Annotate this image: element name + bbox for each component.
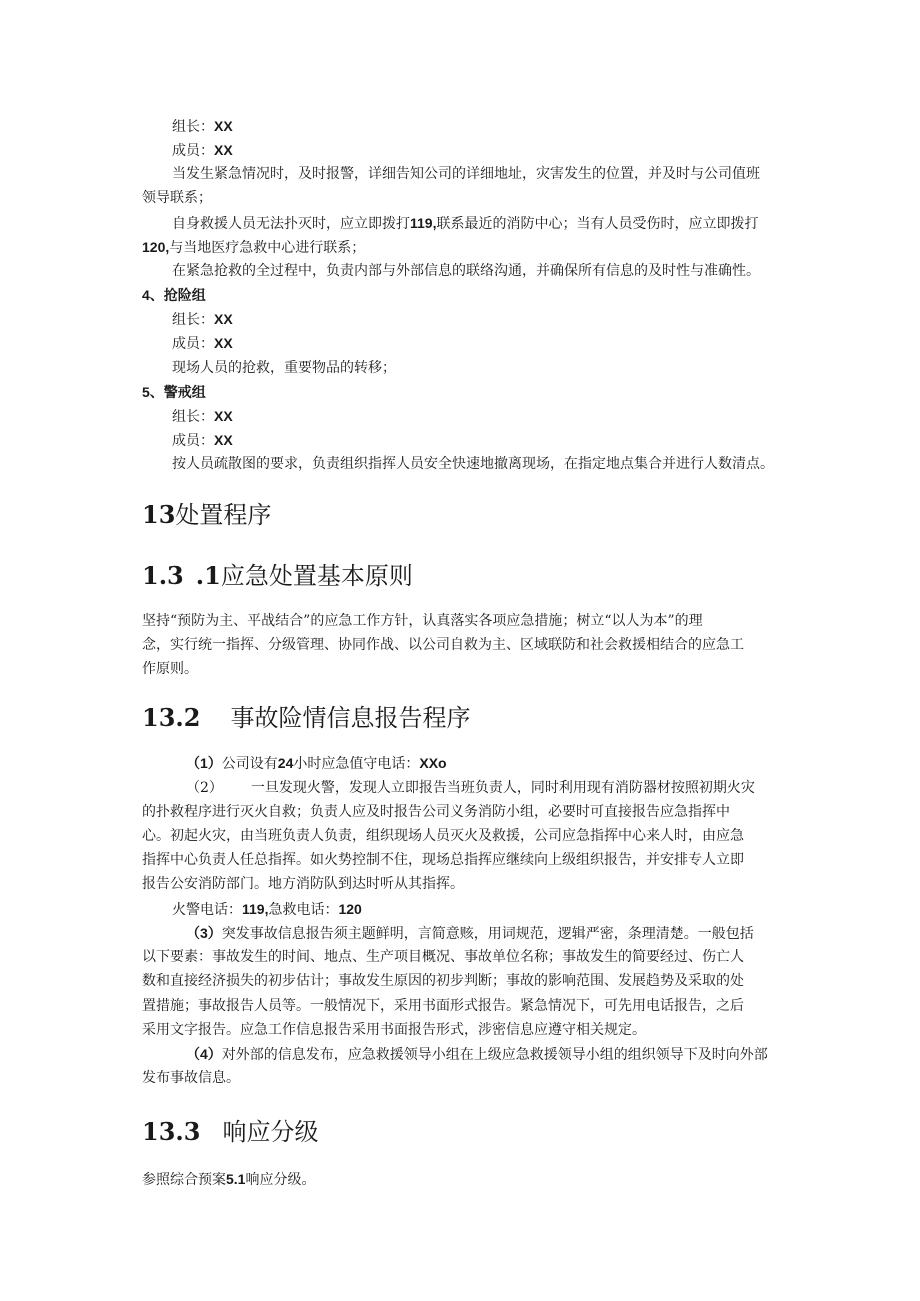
team5-heading: 5、警戒组 [142,384,206,400]
report-item-3a: （3）突发事故信息报告须主题鲜明，言简意赅，用词规范，逻辑严密，条理清楚。一般包括 [186,925,754,942]
team4-heading: 4、抢险组 [142,287,206,303]
team5-member: 成员：XX [172,432,233,449]
report-item-2c: 心。初起火灾，由当班负责人负责，组织现场人员灭火及救援，公司应急指挥中心来人时，由应急 [142,828,744,844]
report-item-3c: 数和直接经济损失的初步估计；事故发生原因的初步判断；事故的影响范围、发展趋势及采取的处 [142,973,744,989]
team3-paragraph-2a: 自身救援人员无法扑灭时，应立即拨打119,联系最近的消防中心；当有人员受伤时，应立即拨打 [172,215,759,232]
report-item-2b: 的扑救程序进行灭火自救；负责人应及时报告公司义务消防小组，必要时可直接报告应急指挥中 [142,804,730,820]
team3-leader: 组长：XX [172,118,233,135]
section-13-1-heading: 1.3 .1应急处置基本原则 [142,561,413,590]
section-13-3-heading: 13.3 响应分级 [142,1117,319,1146]
team5-leader: 组长：XX [172,408,233,425]
team4-duty: 现场人员的抢救，重要物品的转移； [172,360,396,376]
report-item-4b: 发布事故信息。 [142,1070,240,1086]
team3-member: 成员：XX [172,142,233,159]
team4-leader: 组长：XX [172,311,233,328]
team4-member: 成员：XX [172,335,233,352]
report-item-2d: 指挥中心负责人任总指挥。如火势控制不住，现场总指挥应继续向上级组织报告，并安排专人立即 [142,852,744,868]
report-item-3d: 置措施；事故报告人员等。一般情况下，采用书面形式报告。紧急情况下，可先用电话报告，之后 [142,998,744,1014]
report-item-1: （1）公司设有24小时应急值守电话：XXo [186,755,447,772]
team3-paragraph-1a: 当发生紧急情况时，及时报警，详细告知公司的详细地址，灾害发生的位置，并及时与公司值班 [172,166,760,182]
team3-paragraph-2b: 120,与当地医疗急救中心进行联系； [142,239,366,256]
team3-paragraph-3: 在紧急抢救的全过程中，负责内部与外部信息的联络沟通，并确保所有信息的及时性与准确性。 [172,263,760,279]
report-item-4a: （4）对外部的信息发布，应急救援领导小组在上级应急救援领导小组的组织领导下及时向外部 [186,1046,768,1063]
section-13-heading: 13处置程序 [142,500,272,529]
report-item-2a: （2） 一旦发现火警，发现人立即报告当班负责人，同时利用现有消防器材按照初期火灾 [186,780,755,796]
emergency-phones: 火警电话：119,急救电话：120 [172,901,362,918]
section-13-1-paragraph-b: 念，实行统一指挥、分级管理、协同作战、以公司自救为主、区域联防和社会救援相结合的应急工 [142,637,744,653]
section-13-3-paragraph: 参照综合预案5.1响应分级。 [142,1171,316,1188]
team5-duty: 按人员疏散图的要求，负责组织指挥人员安全快速地撤离现场，在指定地点集合并进行人数清点。 [172,456,774,472]
report-item-2e: 报告公安消防部门。地方消防队到达时听从其指挥。 [142,876,464,892]
section-13-1-paragraph-c: 作原则。 [142,661,198,677]
section-13-1-paragraph-a: 坚持“预防为主、平战结合”的应急工作方针，认真落实各项应急措施；树立“以人为本”的理 [142,613,703,629]
team3-paragraph-1b: 领导联系； [142,190,212,206]
report-item-3e: 采用文字报告。应急工作信息报告采用书面报告形式，涉密信息应遵守相关规定。 [142,1022,646,1038]
section-13-2-heading: 13.2 事故险情信息报告程序 [142,703,471,732]
report-item-3b: 以下要素：事故发生的时间、地点、生产项目概况、事故单位名称；事故发生的简要经过、伤亡人 [142,949,744,965]
